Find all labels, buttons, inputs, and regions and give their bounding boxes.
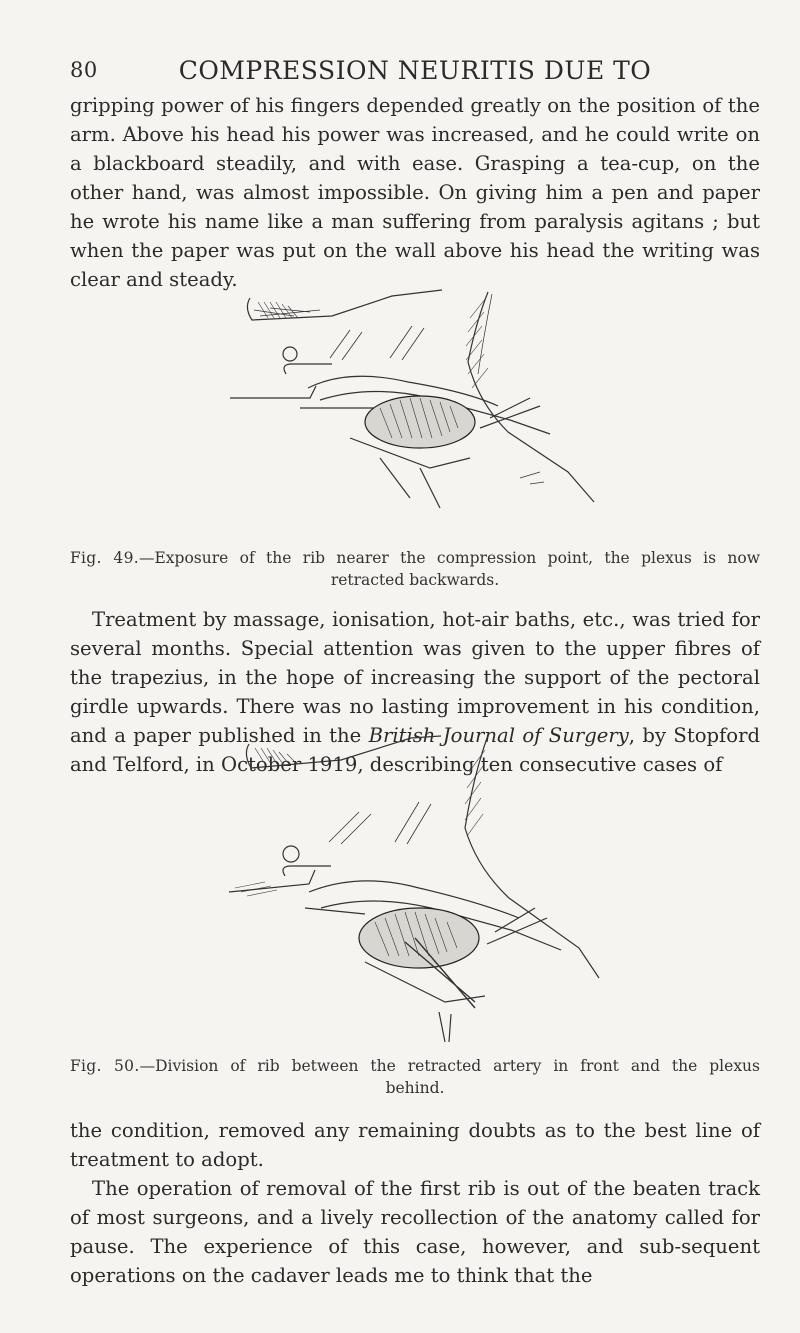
figure-49-caption-line-2: retracted backwards. (330, 571, 500, 589)
paragraph-2-text-a: Treatment by massage, ionisation, hot-air baths, etc., was tried for several months. Special attention was given to the upper fibres of the trapezius, in the hope of increasing the support of the pectoral girdle upwards. There was no lasting improvement in his condition, and a paper published in the (70, 608, 760, 747)
figure-50-drawing (225, 732, 620, 1042)
figure-50-label: Fig. 50. (70, 1057, 140, 1075)
paragraph-1 (70, 91, 760, 294)
running-header (70, 56, 760, 90)
figure-49-caption-line-1: —Exposure of the rib nearer the compression point, the plexus is now (138, 549, 760, 567)
figure-50-illustration (225, 732, 620, 1042)
figure-50-caption (70, 1055, 760, 1099)
figure-50-caption-line-1: —Division of rib between the retracted artery in front and the plexus (139, 1057, 760, 1075)
figure-49-label: Fig. 49. (70, 549, 139, 567)
running-title: COMPRESSION NEURITIS DUE TO (178, 56, 652, 85)
paragraph-1-text: gripping power of his fingers depended greatly on the position of the arm. Above his head his power was increased, and he could write on a blackboard steadily, and with ease. Grasping a tea-cup, on the other hand, was almost impossible. On giving him a pen and paper he wrote his name like a man suffering from paralysis agitans ; but when the paper was put on the wall above his head the writing was clear and steady. (70, 94, 760, 291)
figure-49-illustration (230, 288, 610, 536)
figure-49-caption (70, 547, 760, 591)
journal-title: British Journal of Surgery (368, 724, 629, 747)
paragraph-2-text-b: , by Stopford and Telford, in October 1919, describing ten consecutive cases of (70, 724, 760, 776)
figure-50-caption-line-2: behind. (385, 1079, 445, 1097)
paragraph-4-text: The operation of removal of the first rib is out of the beaten track of most surgeons, and a lively recollection of the anatomy called for pause. The experience of this case, however, and sub-sequent operations on the cadaver leads me to think that the (70, 1177, 760, 1287)
paragraph-3-text: the condition, removed any remaining doubts as to the best line of treatment to adopt. (70, 1119, 760, 1171)
figure-49-drawing (230, 288, 610, 536)
paragraph-3 (70, 1116, 760, 1290)
page-number: 80 (70, 58, 98, 82)
